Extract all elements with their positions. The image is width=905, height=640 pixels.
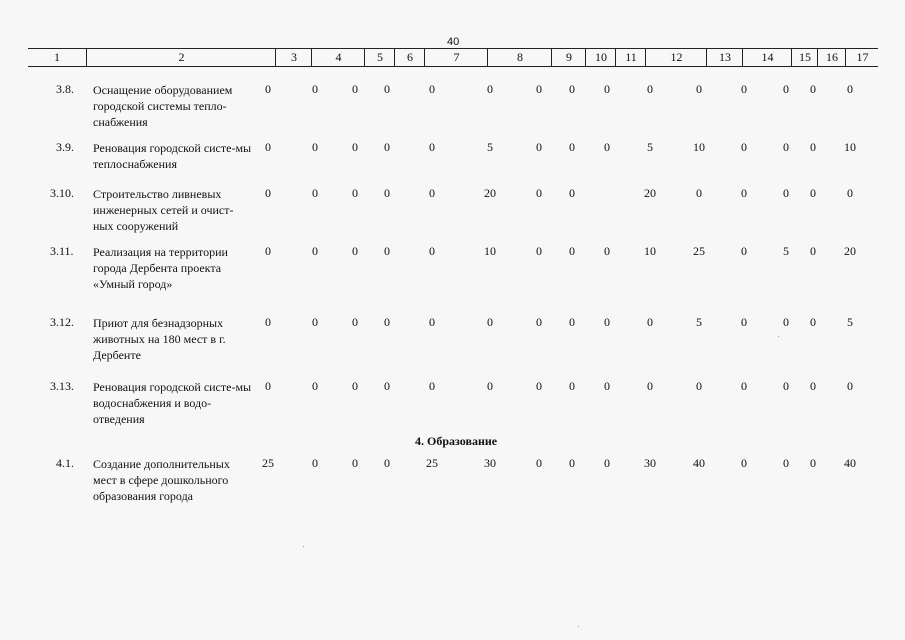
row-name: Создание дополнительных мест в сфере дошкольного образования города <box>93 457 230 503</box>
row-value-col-8: 5 <box>487 140 493 154</box>
row-value-col-4: 0 <box>312 379 318 393</box>
row-value-col-6: 0 <box>384 315 390 329</box>
row-value-col-4: 0 <box>312 186 318 200</box>
row-value-col-7: 0 <box>429 82 435 96</box>
row-value-col-5: 0 <box>352 456 358 470</box>
row-value-col-5: 0 <box>352 244 358 258</box>
row-value-col-17: 0 <box>847 379 853 393</box>
row-name: Реализация на территории города Дербента проекта «Умный город» <box>93 245 228 291</box>
row-value-col-15: 0 <box>783 456 789 470</box>
row-value-col-6: 0 <box>384 140 390 154</box>
header-col-2: 2 <box>86 49 276 66</box>
row-value-col-4: 0 <box>312 244 318 258</box>
row-value-col-10: 0 <box>569 244 575 258</box>
header-col-5: 5 <box>364 49 395 66</box>
header-col-8: 8 <box>487 49 552 66</box>
row-value-col-7: 0 <box>429 140 435 154</box>
row-name: Оснащение оборудованием городской системы тепло-снабжения <box>93 83 233 129</box>
row-value-col-14: 0 <box>741 379 747 393</box>
row-value-col-3: 0 <box>265 315 271 329</box>
row-value-col-5: 0 <box>352 140 358 154</box>
row-value-col-16: 0 <box>810 379 816 393</box>
row-number: 4.1. <box>56 456 74 470</box>
row-value-col-9: 0 <box>536 244 542 258</box>
row-value-col-9: 0 <box>536 82 542 96</box>
header-col-7: 7 <box>424 49 488 66</box>
row-value-col-11: 0 <box>604 315 610 329</box>
header-col-4: 4 <box>311 49 365 66</box>
row-name: Приют для безнадзорных животных на 180 мест в г. Дербенте <box>93 316 226 362</box>
row-value-col-10: 0 <box>569 456 575 470</box>
row-value-col-12: 0 <box>647 82 653 96</box>
row-value-col-4: 0 <box>312 140 318 154</box>
row-value-col-11: 0 <box>604 456 610 470</box>
header-col-16: 16 <box>817 49 846 66</box>
header-col-10: 10 <box>585 49 616 66</box>
scan-speck <box>303 546 304 547</box>
row-value-col-16: 0 <box>810 315 816 329</box>
row-value-col-8: 30 <box>484 456 496 470</box>
header-col-14: 14 <box>742 49 792 66</box>
row-number: 3.11. <box>50 244 74 258</box>
header-col-17: 17 <box>845 49 879 66</box>
row-value-col-13: 25 <box>693 244 705 258</box>
row-value-col-11: 0 <box>604 379 610 393</box>
header-col-3: 3 <box>275 49 312 66</box>
row-value-col-12: 0 <box>647 379 653 393</box>
row-value-col-16: 0 <box>810 140 816 154</box>
row-value-col-11: 0 <box>604 82 610 96</box>
row-value-col-15: 0 <box>783 186 789 200</box>
scan-speck <box>578 626 579 627</box>
row-value-col-12: 10 <box>644 244 656 258</box>
row-value-col-7: 0 <box>429 244 435 258</box>
row-value-col-10: 0 <box>569 315 575 329</box>
header-col-6: 6 <box>394 49 425 66</box>
row-value-col-17: 5 <box>847 315 853 329</box>
row-value-col-7: 25 <box>426 456 438 470</box>
row-value-col-13: 40 <box>693 456 705 470</box>
row-name: Реновация городской систе-мы водоснабжения и водо-отведения <box>93 380 252 426</box>
row-value-col-3: 0 <box>265 379 271 393</box>
header-col-15: 15 <box>791 49 818 66</box>
row-name: Реновация городской систе-мы теплоснабжения <box>93 141 252 171</box>
row-value-col-16: 0 <box>810 186 816 200</box>
row-value-col-14: 0 <box>741 186 747 200</box>
row-value-col-16: 0 <box>810 456 816 470</box>
row-value-col-3: 0 <box>265 140 271 154</box>
row-value-col-14: 0 <box>741 244 747 258</box>
row-value-col-17: 40 <box>844 456 856 470</box>
row-value-col-17: 10 <box>844 140 856 154</box>
row-value-col-5: 0 <box>352 186 358 200</box>
row-value-col-3: 0 <box>265 82 271 96</box>
row-number: 3.13. <box>50 379 74 393</box>
row-value-col-17: 0 <box>847 82 853 96</box>
row-value-col-8: 0 <box>487 315 493 329</box>
row-value-col-9: 0 <box>536 315 542 329</box>
row-value-col-4: 0 <box>312 82 318 96</box>
row-value-col-6: 0 <box>384 456 390 470</box>
row-value-col-15: 0 <box>783 82 789 96</box>
header-col-12: 12 <box>645 49 707 66</box>
row-name: Строительство ливневых инженерных сетей и очист-ных сооружений <box>93 187 234 233</box>
row-value-col-3: 0 <box>265 244 271 258</box>
row-value-col-6: 0 <box>384 379 390 393</box>
header-col-13: 13 <box>706 49 743 66</box>
row-number: 3.9. <box>56 140 74 154</box>
row-value-col-5: 0 <box>352 315 358 329</box>
row-value-col-14: 0 <box>741 82 747 96</box>
row-value-col-4: 0 <box>312 456 318 470</box>
row-value-col-6: 0 <box>384 244 390 258</box>
section-title: 4. Образование <box>415 434 498 448</box>
row-value-col-14: 0 <box>741 315 747 329</box>
row-value-col-12: 5 <box>647 140 653 154</box>
row-value-col-14: 0 <box>741 456 747 470</box>
row-value-col-10: 0 <box>569 140 575 154</box>
row-value-col-16: 0 <box>810 244 816 258</box>
row-value-col-6: 0 <box>384 186 390 200</box>
row-value-col-7: 0 <box>429 379 435 393</box>
row-value-col-10: 0 <box>569 186 575 200</box>
row-value-col-12: 0 <box>647 315 653 329</box>
row-value-col-8: 0 <box>487 379 493 393</box>
row-value-col-5: 0 <box>352 82 358 96</box>
row-value-col-9: 0 <box>536 379 542 393</box>
row-value-col-10: 0 <box>569 379 575 393</box>
row-value-col-11: 0 <box>604 244 610 258</box>
row-value-col-9: 0 <box>536 140 542 154</box>
row-value-col-13: 0 <box>696 82 702 96</box>
row-value-col-15: 0 <box>783 315 789 329</box>
row-value-col-15: 5 <box>783 244 789 258</box>
row-value-col-5: 0 <box>352 379 358 393</box>
row-value-col-13: 0 <box>696 379 702 393</box>
row-value-col-9: 0 <box>536 456 542 470</box>
row-value-col-8: 0 <box>487 82 493 96</box>
row-value-col-3: 25 <box>262 456 274 470</box>
scan-speck <box>778 336 779 337</box>
row-value-col-11: 0 <box>604 140 610 154</box>
header-col-9: 9 <box>551 49 586 66</box>
row-value-col-16: 0 <box>810 82 816 96</box>
row-value-col-7: 0 <box>429 315 435 329</box>
row-number: 3.12. <box>50 315 74 329</box>
row-number: 3.10. <box>50 186 74 200</box>
row-value-col-10: 0 <box>569 82 575 96</box>
row-value-col-14: 0 <box>741 140 747 154</box>
row-value-col-13: 5 <box>696 315 702 329</box>
row-value-col-8: 20 <box>484 186 496 200</box>
row-value-col-4: 0 <box>312 315 318 329</box>
row-value-col-17: 0 <box>847 186 853 200</box>
row-value-col-13: 0 <box>696 186 702 200</box>
table-header <box>28 48 878 67</box>
row-value-col-12: 30 <box>644 456 656 470</box>
row-value-col-7: 0 <box>429 186 435 200</box>
row-value-col-15: 0 <box>783 140 789 154</box>
header-col-1: 1 <box>54 50 60 64</box>
row-value-col-9: 0 <box>536 186 542 200</box>
row-value-col-17: 20 <box>844 244 856 258</box>
row-number: 3.8. <box>56 82 74 96</box>
row-value-col-6: 0 <box>384 82 390 96</box>
row-value-col-13: 10 <box>693 140 705 154</box>
row-value-col-8: 10 <box>484 244 496 258</box>
row-value-col-3: 0 <box>265 186 271 200</box>
header-col-11: 11 <box>615 49 646 66</box>
row-value-col-12: 20 <box>644 186 656 200</box>
row-value-col-15: 0 <box>783 379 789 393</box>
page-number: 40 <box>447 36 460 48</box>
